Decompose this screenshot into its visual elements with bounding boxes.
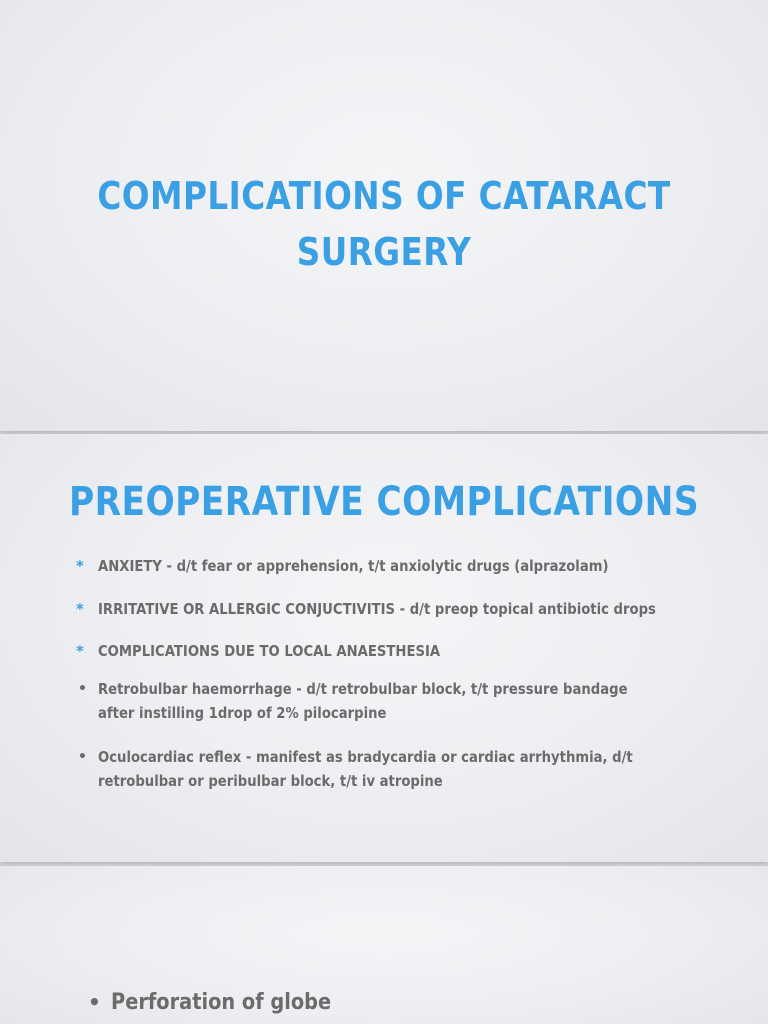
- title-line-2: SURGERY: [296, 230, 472, 274]
- list-item-text-line-2: retrobulbar or peribulbar block, t/t iv atropine: [98, 772, 443, 790]
- list-item-text: Perforation of globe: [110, 990, 331, 1015]
- list-item: [88, 990, 361, 1015]
- list-item: [76, 639, 716, 663]
- title-line-1: COMPLICATIONS OF CATARACT: [97, 174, 671, 218]
- slide-heading: PREOPERATIVE COMPLICATIONS: [68, 479, 700, 525]
- bullet-list: [76, 554, 716, 793]
- slide-operative-complications: [0, 866, 768, 1024]
- list-item-text-line-2: after instilling 1drop of 2% pilocarpine: [98, 704, 387, 722]
- dot-bullet-icon: •: [78, 681, 87, 697]
- list-item: [76, 745, 716, 793]
- list-item: [76, 597, 716, 621]
- list-item-text: IRRITATIVE OR ALLERGIC CONJUCTIVITIS - d/t preop topical antibiotic drops: [98, 600, 656, 618]
- star-bullet-icon: *: [76, 600, 84, 618]
- slide-preoperative-complications: [0, 434, 768, 862]
- star-bullet-icon: *: [76, 557, 84, 575]
- dot-bullet-icon: •: [88, 990, 101, 1014]
- list-item-text: COMPLICATIONS DUE TO LOCAL ANAESTHESIA: [98, 642, 441, 660]
- star-bullet-icon: *: [76, 642, 84, 660]
- slide-title-page: [0, 0, 768, 431]
- list-item-text-line-1: Retrobulbar haemorrhage - d/t retrobulbar block, t/t pressure bandage: [98, 680, 628, 698]
- list-item-text: ANXIETY - d/t fear or apprehension, t/t anxiolytic drugs (alprazolam): [98, 557, 609, 575]
- dot-bullet-icon: •: [78, 749, 87, 765]
- list-item-text-line-1: Oculocardiac reflex - manifest as bradycardia or cardiac arrhythmia, d/t: [98, 748, 633, 766]
- list-item: [76, 677, 716, 725]
- page-title: [54, 168, 714, 280]
- list-item: [76, 554, 716, 578]
